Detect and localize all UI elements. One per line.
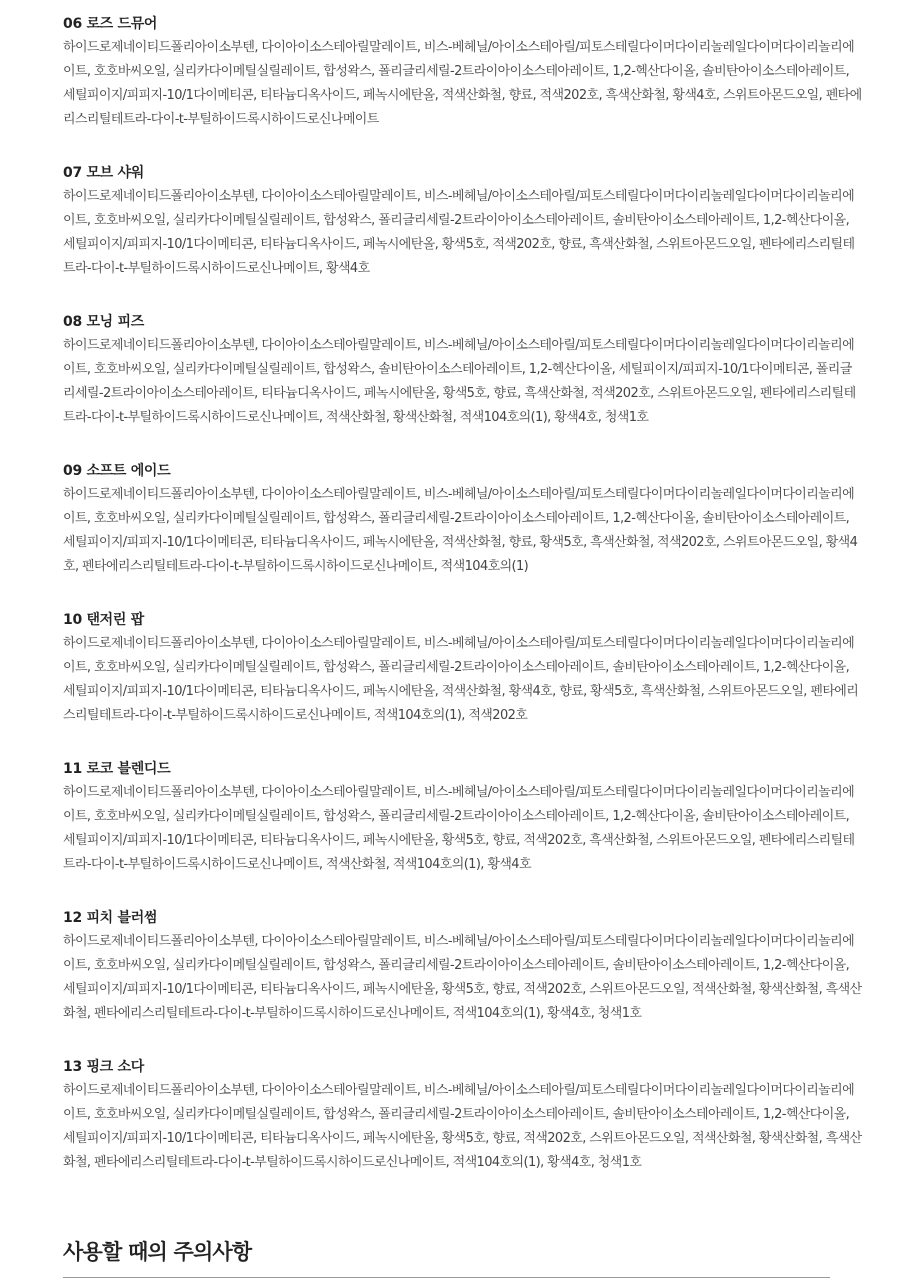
shade-ingredients: 하이드로제네이티드폴리아이소부텐, 다이아이소스테아릴말레이트, 비스-베헤닐/아이소스테아릴/피토스테릴다이머다이리놀레일다이머다이리놀리에이트, 호호바씨오일, 실리카다이메틸실릴레이트, 합성왁스, 폴리글리세릴-2트라이아이소스테아레이트, 솔비탄아이소스테아레이트, 1,2-헥산다이올, 세틸피이지/피피지-10/1다이메티콘, 티타늄디옥사이드, 페녹시에탄올, 적색산화철, 황색4호, 향료, 황색5호, 흑색산화철, 스위트아몬드오일, 펜타에리스리틸테트라-다이-t-부틸하이드록시하이드로신나메이트, 적색104호의(1), 적색202호	[63, 636, 859, 723]
shade-ingredients: 하이드로제네이티드폴리아이소부텐, 다이아이소스테아릴말레이트, 비스-베헤닐/아이소스테아릴/피토스테릴다이머다이리놀레일다이머다이리놀리에이트, 호호바씨오일, 실리카다이메틸실릴레이트, 합성왁스, 솔비탄아이소스테아레이트, 1,2-헥산다이올, 세틸피이지/피피지-10/1다이메티콘, 폴리글리세릴-2트라이아이소스테아레이트, 티타늄디옥사이드, 페녹시에탄올, 황색5호, 향료, 흑색산화철, 적색202호, 스위트아몬드오일, 펜타에리스리틸테트라-다이-t-부틸하이드록시하이드로신나메이트, 적색산화철, 황색산화철, 적색104호의(1), 황색4호, 청색1호	[63, 338, 856, 425]
shade-title: 12 피치 블러썸	[63, 910, 158, 926]
shade-item	[63, 906, 863, 1026]
shade-ingredients: 하이드로제네이티드폴리아이소부텐, 다이아이소스테아릴말레이트, 비스-베헤닐/아이소스테아릴/피토스테릴다이머다이리놀레일다이머다이리놀리에이트, 호호바씨오일, 실리카다이메틸실릴레이트, 합성왁스, 폴리글리세릴-2트라이아이소스테아레이트, 1,2-헥산다이올, 솔비탄아이소스테아레이트, 세틸피이지/피피지-10/1다이메티콘, 티타늄디옥사이드, 페녹시에탄올, 적색산화철, 향료, 적색202호, 흑색산화철, 황색4호, 스위트아몬드오일, 펜타에리스리틸테트라-다이-t-부틸하이드록시하이드로신나메이트	[63, 40, 862, 127]
ingredient-list	[63, 12, 863, 1204]
shade-item	[63, 459, 863, 579]
shade-item	[63, 1055, 863, 1175]
shade-item	[63, 161, 863, 281]
shade-item	[63, 608, 863, 728]
shade-title: 07 모브 샤워	[63, 165, 144, 181]
shade-item	[63, 757, 863, 877]
section-divider	[63, 1277, 830, 1278]
shade-title: 09 소프트 에이드	[63, 463, 171, 479]
shade-item	[63, 310, 863, 430]
precautions-heading: 사용할 때의 주의사항	[63, 1240, 252, 1264]
shade-ingredients: 하이드로제네이티드폴리아이소부텐, 다이아이소스테아릴말레이트, 비스-베헤닐/아이소스테아릴/피토스테릴다이머다이리놀레일다이머다이리놀리에이트, 호호바씨오일, 실리카다이메틸실릴레이트, 합성왁스, 폴리글리세릴-2트라이아이소스테아레이트, 솔비탄아이소스테아레이트, 1,2-헥산다이올, 세틸피이지/피피지-10/1다이메티콘, 티타늄디옥사이드, 페녹시에탄올, 황색5호, 향료, 적색202호, 스위트아몬드오일, 적색산화철, 황색산화철, 흑색산화철, 펜타에리스리틸테트라-다이-t-부틸하이드록시하이드로신나메이트, 적색104호의(1), 황색4호, 청색1호	[63, 1083, 862, 1170]
shade-ingredients: 하이드로제네이티드폴리아이소부텐, 다이아이소스테아릴말레이트, 비스-베헤닐/아이소스테아릴/피토스테릴다이머다이리놀레일다이머다이리놀리에이트, 호호바씨오일, 실리카다이메틸실릴레이트, 합성왁스, 폴리글리세릴-2트라이아이소스테아레이트, 1,2-헥산다이올, 솔비탄아이소스테아레이트, 세틸피이지/피피지-10/1다이메티콘, 티타늄디옥사이드, 페녹시에탄올, 적색산화철, 향료, 황색5호, 흑색산화철, 적색202호, 스위트아몬드오일, 황색4호, 펜타에리스리틸테트라-다이-t-부틸하이드록시하이드로신나메이트, 적색104호의(1)	[63, 487, 858, 574]
shade-title: 10 탠저린 팝	[63, 612, 144, 628]
shade-ingredients: 하이드로제네이티드폴리아이소부텐, 다이아이소스테아릴말레이트, 비스-베헤닐/아이소스테아릴/피토스테릴다이머다이리놀레일다이머다이리놀리에이트, 호호바씨오일, 실리카다이메틸실릴레이트, 합성왁스, 폴리글리세릴-2트라이아이소스테아레이트, 1,2-헥산다이올, 솔비탄아이소스테아레이트, 세틸피이지/피피지-10/1다이메티콘, 티타늄디옥사이드, 페녹시에탄올, 황색5호, 향료, 적색202호, 흑색산화철, 스위트아몬드오일, 펜타에리스리틸테트라-다이-t-부틸하이드록시하이드로신나메이트, 적색산화철, 적색104호의(1), 황색4호	[63, 785, 855, 872]
shade-title: 08 모닝 피즈	[63, 314, 144, 330]
shade-title: 13 핑크 소다	[63, 1059, 144, 1075]
shade-ingredients: 하이드로제네이티드폴리아이소부텐, 다이아이소스테아릴말레이트, 비스-베헤닐/아이소스테아릴/피토스테릴다이머다이리놀레일다이머다이리놀리에이트, 호호바씨오일, 실리카다이메틸실릴레이트, 합성왁스, 폴리글리세릴-2트라이아이소스테아레이트, 솔비탄아이소스테아레이트, 1,2-헥산다이올, 세틸피이지/피피지-10/1다이메티콘, 티타늄디옥사이드, 페녹시에탄올, 황색5호, 적색202호, 향료, 흑색산화철, 스위트아몬드오일, 펜타에리스리틸테트라-다이-t-부틸하이드록시하이드로신나메이트, 황색4호	[63, 189, 855, 276]
shade-title: 11 로코 블렌디드	[63, 761, 171, 777]
shade-title: 06 로즈 드뮤어	[63, 16, 158, 32]
shade-ingredients: 하이드로제네이티드폴리아이소부텐, 다이아이소스테아릴말레이트, 비스-베헤닐/아이소스테아릴/피토스테릴다이머다이리놀레일다이머다이리놀리에이트, 호호바씨오일, 실리카다이메틸실릴레이트, 합성왁스, 폴리글리세릴-2트라이아이소스테아레이트, 솔비탄아이소스테아레이트, 1,2-헥산다이올, 세틸피이지/피피지-10/1다이메티콘, 티타늄디옥사이드, 페녹시에탄올, 황색5호, 향료, 적색202호, 스위트아몬드오일, 적색산화철, 황색산화철, 흑색산화철, 펜타에리스리틸테트라-다이-t-부틸하이드록시하이드로신나메이트, 적색104호의(1), 황색4호, 청색1호	[63, 934, 862, 1021]
shade-item	[63, 12, 863, 132]
